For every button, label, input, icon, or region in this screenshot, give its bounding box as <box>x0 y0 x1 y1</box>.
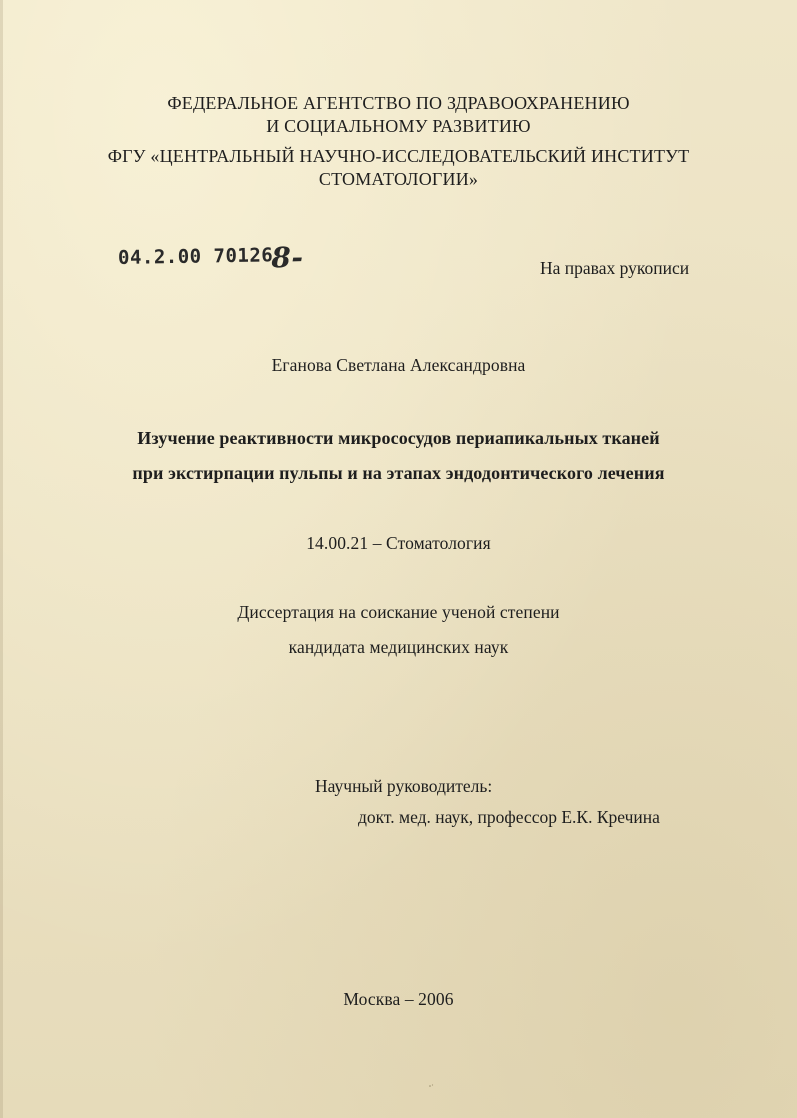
supervisor-label: Научный руководитель: <box>315 776 493 796</box>
degree-line-2: кандидата медицинских наук <box>288 637 509 657</box>
degree-line-1: Диссертация на соискание ученой степени <box>237 602 560 622</box>
institute-name-line-2: СТОМАТОЛОГИИ» <box>318 169 479 189</box>
dissertation-title-line-2: при экстирпации пульпы и на этапах эндодонтического лечения <box>132 463 665 483</box>
registration-stamp <box>117 235 304 275</box>
institute-name-line-1: ФГУ «ЦЕНТРАЛЬНЫЙ НАУЧНО-ИССЛЕДОВАТЕЛЬСКИЙ ИНСТИТУТ <box>107 146 690 166</box>
supervisor-name: докт. мед. наук, профессор Е.К. Кречина <box>358 807 660 827</box>
rights-note: На правах рукописи <box>540 258 690 278</box>
author-name: Еганова Светлана Александровна <box>271 355 526 375</box>
registration-number: 04.2.00 70126 <box>117 244 274 269</box>
paper-speck <box>428 1083 434 1089</box>
specialty-code: 14.00.21 – Стоматология <box>306 533 491 553</box>
agency-name-line-1: ФЕДЕРАЛЬНОЕ АГЕНТСТВО ПО ЗДРАВООХРАНЕНИЮ <box>167 93 630 113</box>
agency-name-line-2: И СОЦИАЛЬНОМУ РАЗВИТИЮ <box>266 116 531 136</box>
place-and-year: Москва – 2006 <box>343 989 454 1009</box>
dissertation-title-line-1: Изучение реактивности микрососудов периапикальных тканей <box>137 428 660 448</box>
handwritten-digit: 8- <box>271 240 304 275</box>
